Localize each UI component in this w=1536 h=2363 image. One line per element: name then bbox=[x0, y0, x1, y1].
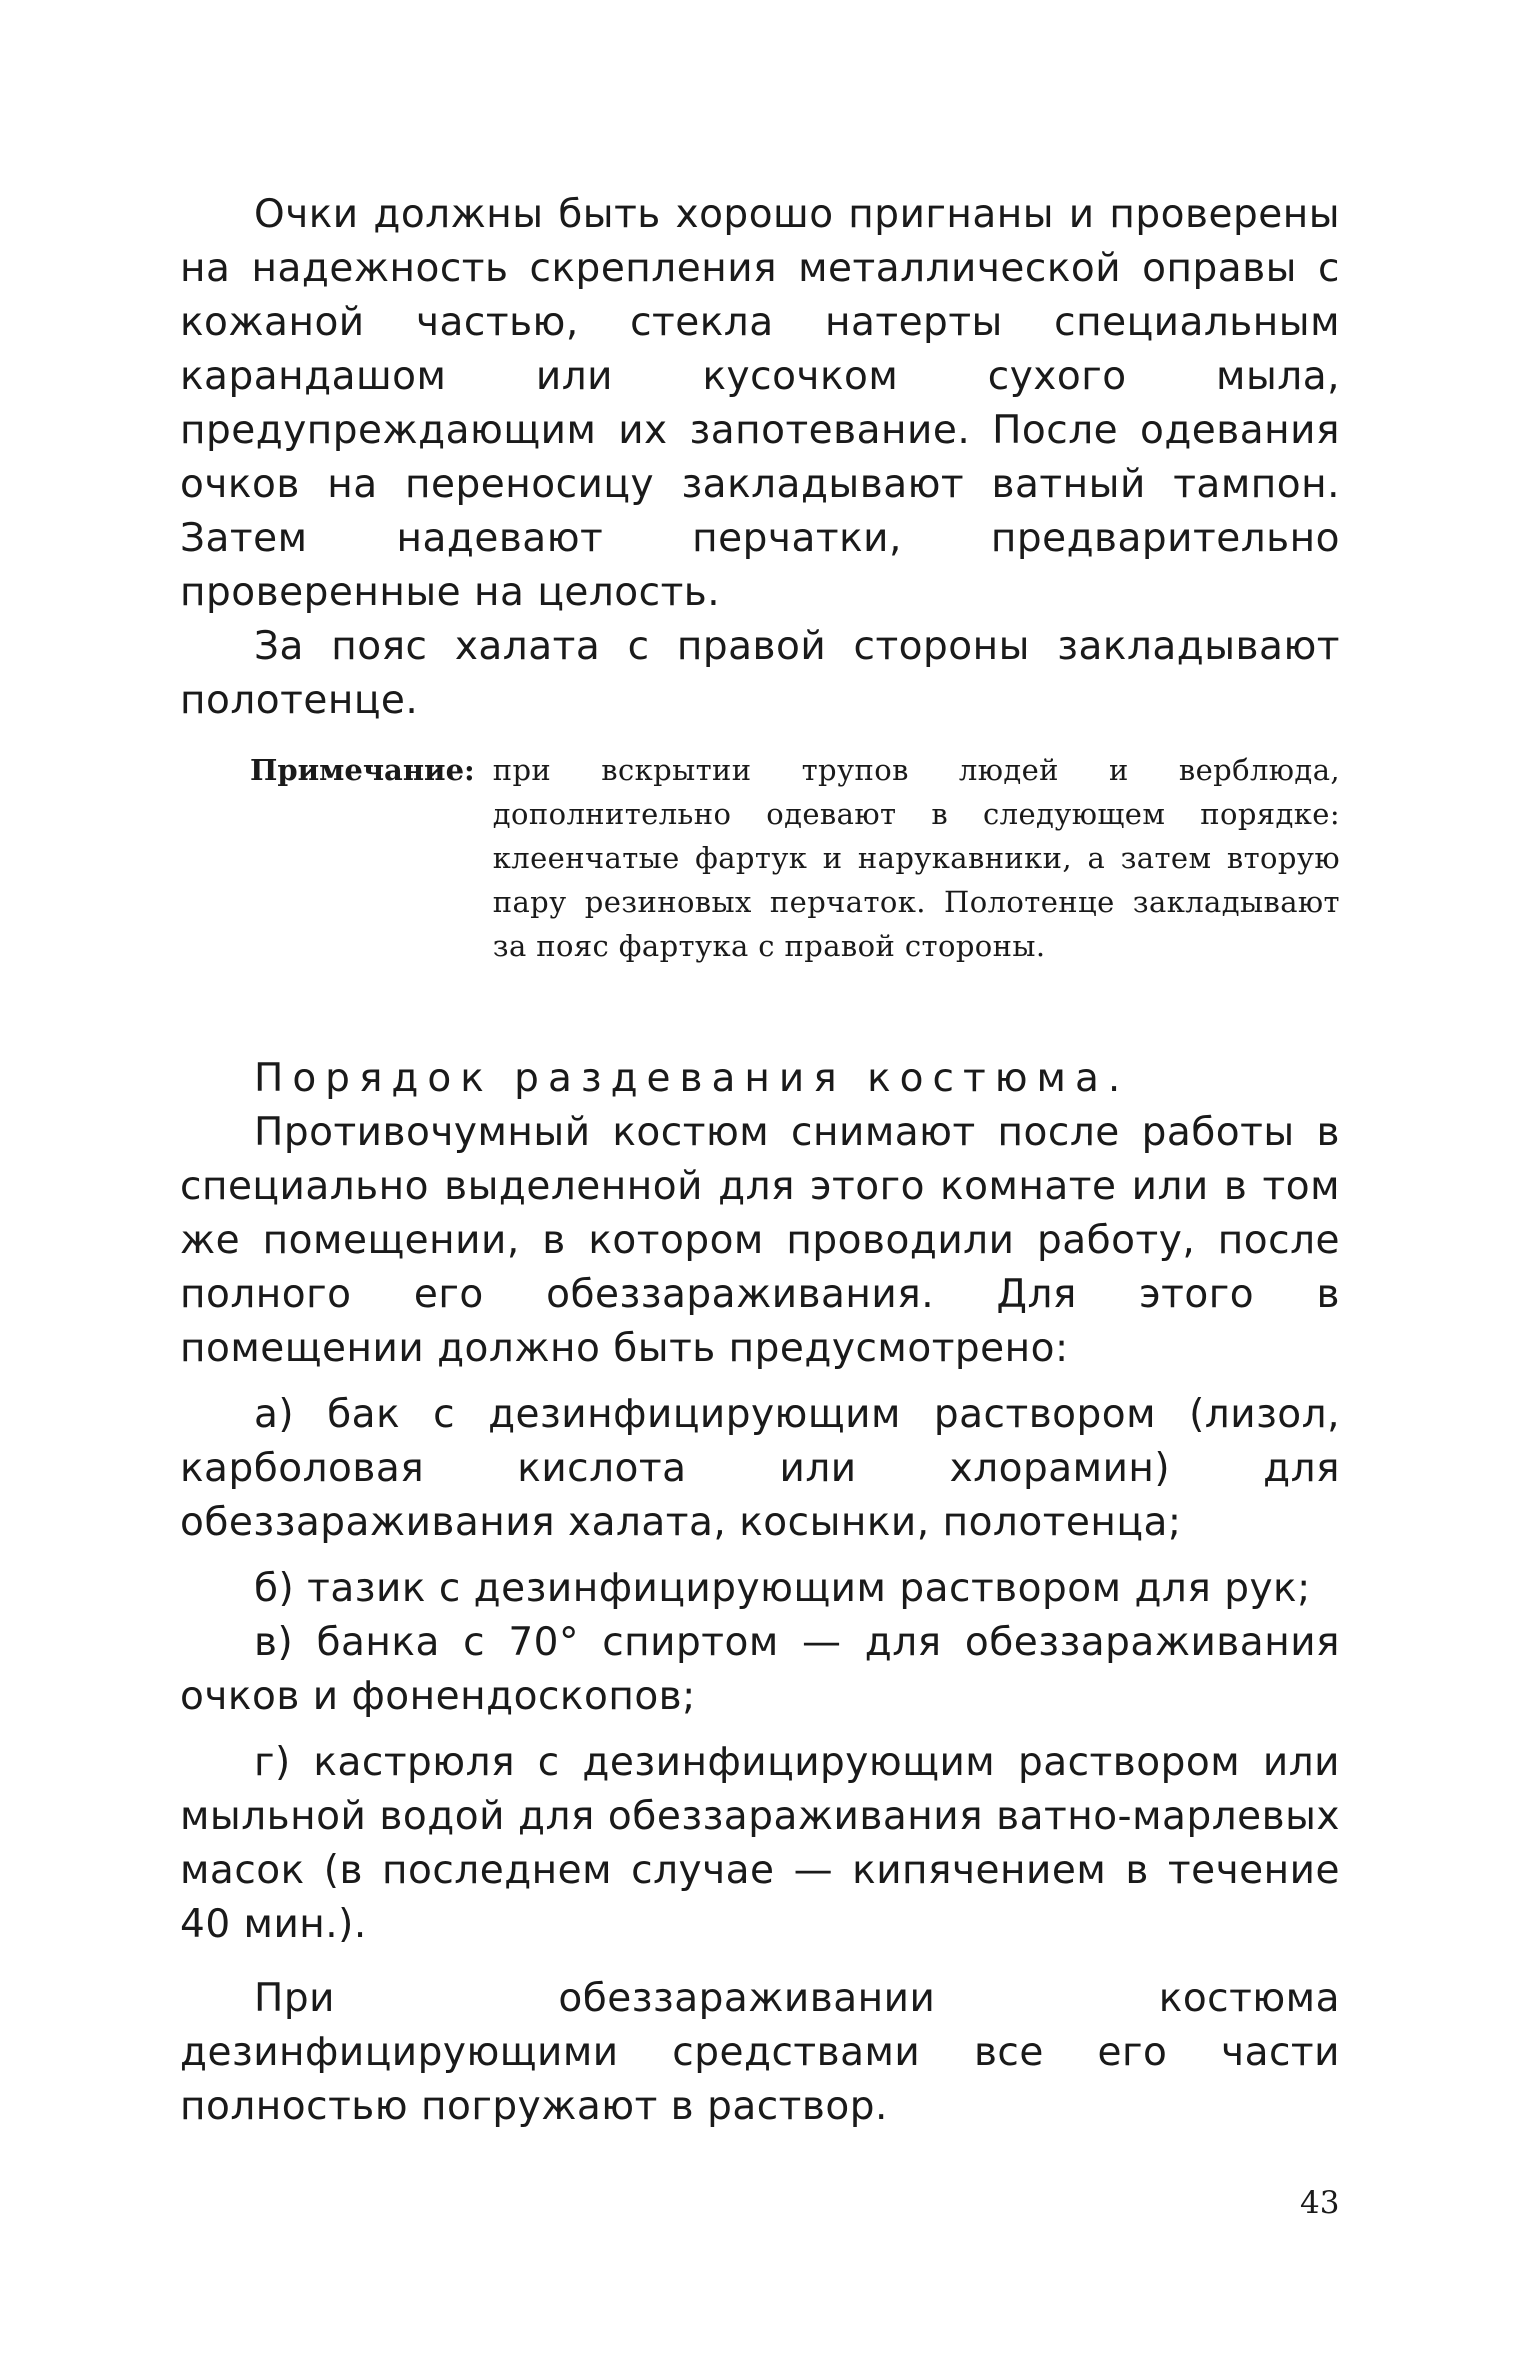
list-item: б) тазик с дезинфицирующим раствором для рук; bbox=[254, 1566, 1311, 1611]
section-body bbox=[180, 1106, 1340, 2134]
note-label: Примечание: bbox=[250, 753, 475, 787]
paragraph-goggles: Очки должны быть хорошо пригнаны и проверены на надежность скрепления металлической оправы с кожаной частью, стекла натерты специальным карандашом или кусочком сухого мыла, предупреждающим их запотевание. После одевания очков на переносицу закладывают ватный тампон. Затем надевают перчатки, предварительно проверенные на целость. bbox=[180, 192, 1340, 615]
note-text: при вскрытии трупов людей и верблюда, дополнительно одевают в следующем порядке: клеенчатые фартук и нарукавники, а затем вторую пару резиновых перчаток. Полотенце закладывают за пояс фартука с правой стороны. bbox=[492, 753, 1340, 963]
section-closing: При обеззараживании костюма дезинфицирующими средствами все его части полностью погружают в раствор. bbox=[180, 1976, 1340, 2129]
paragraph-towel: За пояс халата с правой стороны закладывают полотенце. bbox=[180, 624, 1340, 723]
section-intro: Противочумный костюм снимают после работы в специально выделенной для этого комнате или в том же помещении, в котором проводили работу, после полного его обеззараживания. Для этого в помещении должно быть предусмотрено: bbox=[180, 1110, 1340, 1371]
page-number: 43 bbox=[1300, 2185, 1340, 2221]
top-text-block bbox=[180, 188, 1340, 728]
section-heading: Порядок раздевания костюма. bbox=[254, 1056, 1130, 1101]
list-item: а) бак с дезинфицирующим раствором (лизол, карболовая кислота или хлорамин) для обеззараживания халата, косынки, полотенца; bbox=[180, 1392, 1340, 1545]
list-item: г) кастрюля с дезинфицирующим раствором или мыльной водой для обеззараживания ватно-марлевых масок (в последнем случае — кипячением в течение 40 мин.). bbox=[180, 1740, 1340, 1947]
note-block bbox=[250, 748, 1340, 968]
list-item: в) банка с 70° спиртом — для обеззараживания очков и фонендоскопов; bbox=[180, 1620, 1340, 1719]
